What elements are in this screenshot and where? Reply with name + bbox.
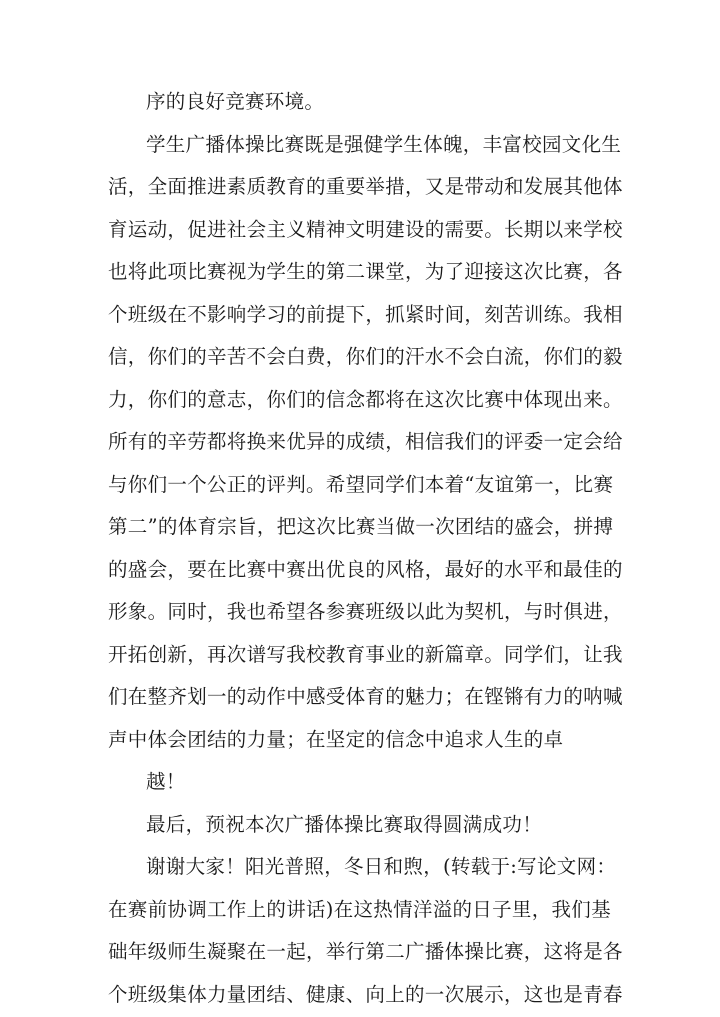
text-line: 越！ bbox=[146, 770, 186, 793]
text-line: 开拓创新，再次谱写我校教育事业的新篇章。同学们，让我 bbox=[108, 643, 623, 666]
text-line: 谢谢大家！阳光普照，冬日和煦，(转载于:写论文网： bbox=[146, 855, 617, 878]
text-line: 与你们一个公正的评判。希望同学们本着“友谊第一，比赛 bbox=[108, 473, 614, 496]
text-line: 序的良好竞赛环境。 bbox=[146, 90, 325, 113]
text-line: 的盛会，要在比赛中赛出优良的风格，最好的水平和最佳的 bbox=[108, 558, 623, 581]
text-line: 信，你们的辛苦不会白费，你们的汗水不会白流，你们的毅 bbox=[108, 345, 623, 368]
text-line: 也将此项比赛视为学生的第二课堂，为了迎接这次比赛，各 bbox=[108, 260, 623, 283]
text-line: 第二”的体育宗旨，把这次比赛当做一次团结的盛会，拼搏 bbox=[108, 515, 614, 538]
text-line: 们在整齐划一的动作中感受体育的魅力；在铿锵有力的呐喊 bbox=[108, 685, 623, 708]
text-line: 声中体会团结的力量；在坚定的信念中追求人生的卓 bbox=[108, 728, 564, 751]
text-line: 所有的辛劳都将换来优异的成绩，相信我们的评委一定会给 bbox=[108, 430, 623, 453]
text-line: 学生广播体操比赛既是强健学生体魄，丰富校园文化生 bbox=[146, 133, 622, 156]
text-line: 础年级师生凝聚在一起，举行第二广播体操比赛，这将是各 bbox=[108, 940, 623, 963]
text-line: 力，你们的意志，你们的信念都将在这次比赛中体现出来。 bbox=[108, 388, 623, 411]
text-line: 在赛前协调工作上的讲话)在这热情洋溢的日子里，我们基 bbox=[108, 898, 611, 921]
text-line: 最后，预祝本次广播体操比赛取得圆满成功！ bbox=[146, 813, 543, 836]
text-line: 个班级集体力量团结、健康、向上的一次展示，这也是青春 bbox=[108, 983, 623, 1006]
text-line: 活，全面推进素质教育的重要举措，又是带动和发展其他体 bbox=[108, 175, 623, 198]
text-line: 形象。同时，我也希望各参赛班级以此为契机，与时俱进， bbox=[108, 600, 623, 623]
text-line: 个班级在不影响学习的前提下，抓紧时间，刻苦训练。我相 bbox=[108, 303, 623, 326]
text-line: 育运动，促进社会主义精神文明建设的需要。长期以来学校 bbox=[108, 218, 623, 241]
